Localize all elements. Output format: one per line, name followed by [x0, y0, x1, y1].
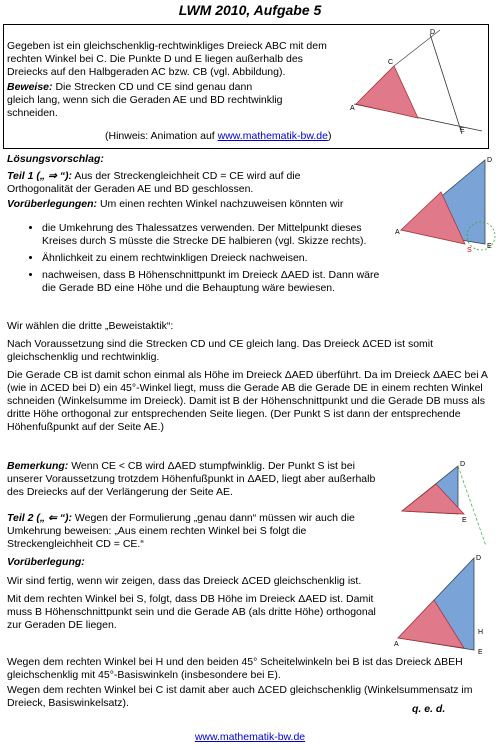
bullet-item: • Ähnlichkeit zu einem rechtwinkligen Dreieck nachweisen. [42, 252, 387, 265]
part2-intro: Teil 2 („ ⇐ “): Wegen der Formulierung „genau dann“ müssen wir auch die Umkehrung beweisen: „Aus einem rechten Winkel bei S folgt die Streckengleichheit CD = CE.“ [7, 512, 355, 550]
fig2-label-a: A [395, 229, 400, 236]
fig2-label-e: E [487, 243, 492, 250]
hint: (Hinweis: Animation auf www.mathematik-bw.de) [105, 130, 332, 142]
bullet-item: • die Umkehrung des Thalessatzes verwenden. Der Mittelpunkt dieses Kreises durch S müsste die Strecke DE halbieren (vgl. Skizze rechts). [42, 222, 387, 248]
fig2-label-d: D [487, 157, 493, 164]
fig3-label-e: E [462, 517, 467, 524]
figure-3 [398, 456, 498, 548]
fig1-label-e: E [460, 127, 465, 134]
fig3-label-d: D [460, 461, 466, 468]
task-figure [350, 26, 488, 148]
page-title: LWM 2010, Aufgabe 5 [178, 2, 322, 18]
bullet-item: • nachweisen, dass B Höhenschnittpunkt im Dreieck ΔAED ist. Dann wäre die Gerade BD eine Höhe und die Behauptung wäre bewiesen. [42, 269, 387, 295]
part1-body: Wir wählen die dritte „Beweistaktik“: Nach Voraussetzung sind die Strecken CD und CE gleich lang. Das Dreieck ΔCED ist somit gleichschenklig und rechtwinklig. Die Gerade CB ist damit schon einmal als Höhe im Dreieck ΔAED überführt. Da im Dreieck ΔAEC bei A (wie in ΔCED bei D) ein 45°-Winkel liegt, muss die Gerade AB die Gerade DE in einem rechten Winkel schneiden (Winkelsumme im Dreieck). Damit ist B der Höhenschnittpunkt und die Gerade DB muss als dritte Höhe orthogonal zur entsprechenden Seite liegen. (Der Punkt S ist dann der entsprechende Höhenfußpunkt auf der Seite AE.) [7, 320, 488, 433]
fig4-label-a: A [394, 641, 399, 648]
fig4-label-d: D [476, 555, 482, 562]
footer [0, 731, 500, 744]
remark: Bemerkung: Wenn CE < CB wird ΔAED stumpfwinklig. Der Punkt S ist bei unserer Voraussetzung trotzdem Höhenfußpunkt in ΔAED, liegt aber außerhalb des Dreiecks auf der Verlängerung der Seite AE. [7, 460, 376, 498]
fig1-label-a: A [350, 105, 355, 112]
bullet-list [22, 222, 387, 299]
hint-link[interactable]: www.mathematik-bw.de [217, 130, 328, 142]
footer-link[interactable]: www.mathematik-bw.de [194, 731, 306, 743]
part1-intro: Teil 1 („ ⇒ “): Aus der Streckengleichheit CD = CE wird auf die Orthogonalität der Geraden AE und BD geschlossen. Vorüberlegungen: Um einen rechten Winkel nachzuweisen könnten wir [7, 170, 344, 210]
fig1-label-c: C [388, 59, 394, 66]
part2-end: Wegen dem rechten Winkel bei H und den beiden 45° Scheitelwinkeln bei B ist das Dreieck ΔBEH gleichschenklig mit 45°-Basiswinkeln (insbesondere bei E). Wegen dem rechten Winkel bei C ist damit aber auch ΔCED gleichschenklig (Winkelsummensatz im Dreieck, Basiswinkelsatz). [7, 656, 473, 709]
part2-body: Wir sind fertig, wenn wir zeigen, dass das Dreieck ΔCED gleichschenklig ist. Mit dem rechten Winkel bei S, folgt, dass DB Höhe im Dreieck ΔAED ist. Damit muss B Höhenschnittpunkt sein und die Gerade AB (als dritte Höhe) orthogonal zur Geraden DE liegen. [7, 575, 376, 631]
fig1-label-d: D [430, 29, 436, 36]
figure-2 [395, 152, 497, 264]
solution-heading: Lösungsvorschlag: [7, 153, 104, 165]
figure-4 [394, 550, 498, 665]
qed: q. e. d. [412, 703, 446, 715]
fig2-label-s: S [467, 247, 472, 254]
fig4-label-h: H [478, 629, 484, 636]
fig4-label-e: E [478, 649, 483, 656]
part2-pre-label: Vorüberlegung: [7, 556, 85, 568]
task-text: Gegeben ist ein gleichschenklig-rechtwinkliges Dreieck ABC mit dem rechten Winkel bei C. Die Punkte D und E liegen außerhalb des Dreiecks auf den Halbgeraden AC bzw. CB (vgl. Abbildung). Beweise: Die Strecken CD und CE sind genau dann gleich lang, wenn sich die Geraden AE und BD rechtwinklig schneiden. [7, 40, 327, 119]
